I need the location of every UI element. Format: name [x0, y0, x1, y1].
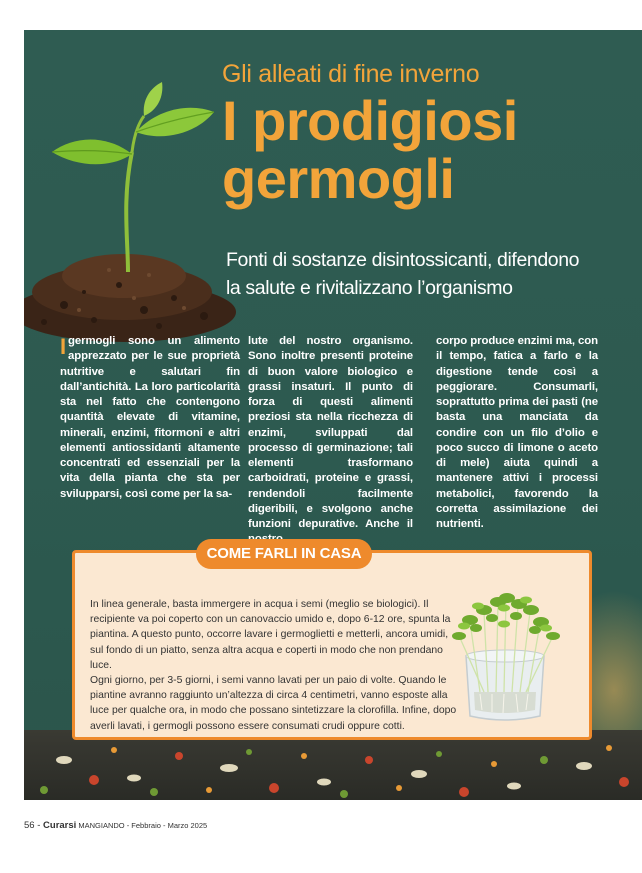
sprouts-jar-photo — [440, 582, 570, 724]
how-to-paragraph-1: In linea generale, basta immergere in acqua i semi (meglio se biologici). Il recipiente va poi coperto con un canovaccio umido e, dopo 6-12 ore, spunta la piantina. A questo punto, occorre lavare i germoglietti e metterli, ancora umidi, sul fondo di un piatto, senza altra acqua e coperti in modo che non prendano luce. — [90, 599, 451, 671]
subtitle-line-1: Fonti di sostanze disintossicanti, difendono — [226, 249, 580, 271]
title-line-1: I prodigiosi — [222, 89, 518, 152]
body-column-2: lute del nostro organismo. Sono inoltre presenti proteine di buon valore biologico e grassi insaturi. Il punto di forza di questi alimenti preziosi sta nella ricchezza di enzimi, sviluppati dal processo di germinazione; tali elementi trasformano carboidrati, proteine e grassi, rendendoli facilmente digeribili, e svolgono anche funzioni depurative. Anche il — [248, 335, 413, 530]
title-line-2: germogli — [222, 147, 455, 210]
body-column-3: corpo produce enzimi ma, con il tempo, fatica a farlo e la digestione tende così a peggiorare. Consumarli, soprattutto prima dei pasti (ne basta una manciata da condire con un filo d’olio e poco succo di limone o aceto di mele) aiuta quindi a mantenere attivi i processi metabolici, favorendo la corretta assimilazione dei nutrienti. — [436, 335, 598, 530]
body-column-1-text: germogli sono un alimento apprezzato per le sue proprietà nutritive e salutari fin dall’antichità. La loro particolarità sta nel fatto che contengono quantità elevate di vitamine, minerali, enzimi, fitormoni e altri elementi antiossidanti altamente concentrati ed essenziali per la vita della pianta che sta per svilupparsi, così come per la sa- — [60, 335, 240, 500]
issue-date: - Febbraio - Marzo 2025 — [124, 821, 208, 830]
footer-separator: - — [34, 820, 44, 831]
magazine-name: Curarsi — [43, 820, 77, 831]
article-title — [222, 89, 622, 210]
page-number: 56 — [24, 820, 35, 831]
page-footer — [24, 820, 207, 831]
seedling-illustration — [24, 70, 239, 345]
seeds-border — [24, 730, 642, 800]
body-column-1 — [60, 334, 240, 502]
how-to-box-text — [90, 597, 460, 734]
how-to-paragraph-2: Ogni giorno, per 3-5 giorni, i semi vanno lavati per un paio di volte. Quando le piantine avranno raggiunto un’altezza di circa 4 centimetri, vanno esposte alla luce per qualche ora, in modo che possano sintetizzare la clorofilla. Infine, dopo averli lavati, i germogli possono essere consumati crudi oppure cotti. — [90, 675, 457, 732]
drop-cap: I — [60, 334, 67, 359]
how-to-box-label: COME FARLI IN CASA — [196, 539, 372, 569]
article-subtitle — [226, 246, 636, 302]
subtitle-line-2: la salute e rivitalizzano l’organismo — [226, 277, 513, 299]
magazine-section: MANGIANDO — [76, 821, 125, 830]
article-kicker: Gli alleati di fine inverno — [222, 60, 480, 88]
